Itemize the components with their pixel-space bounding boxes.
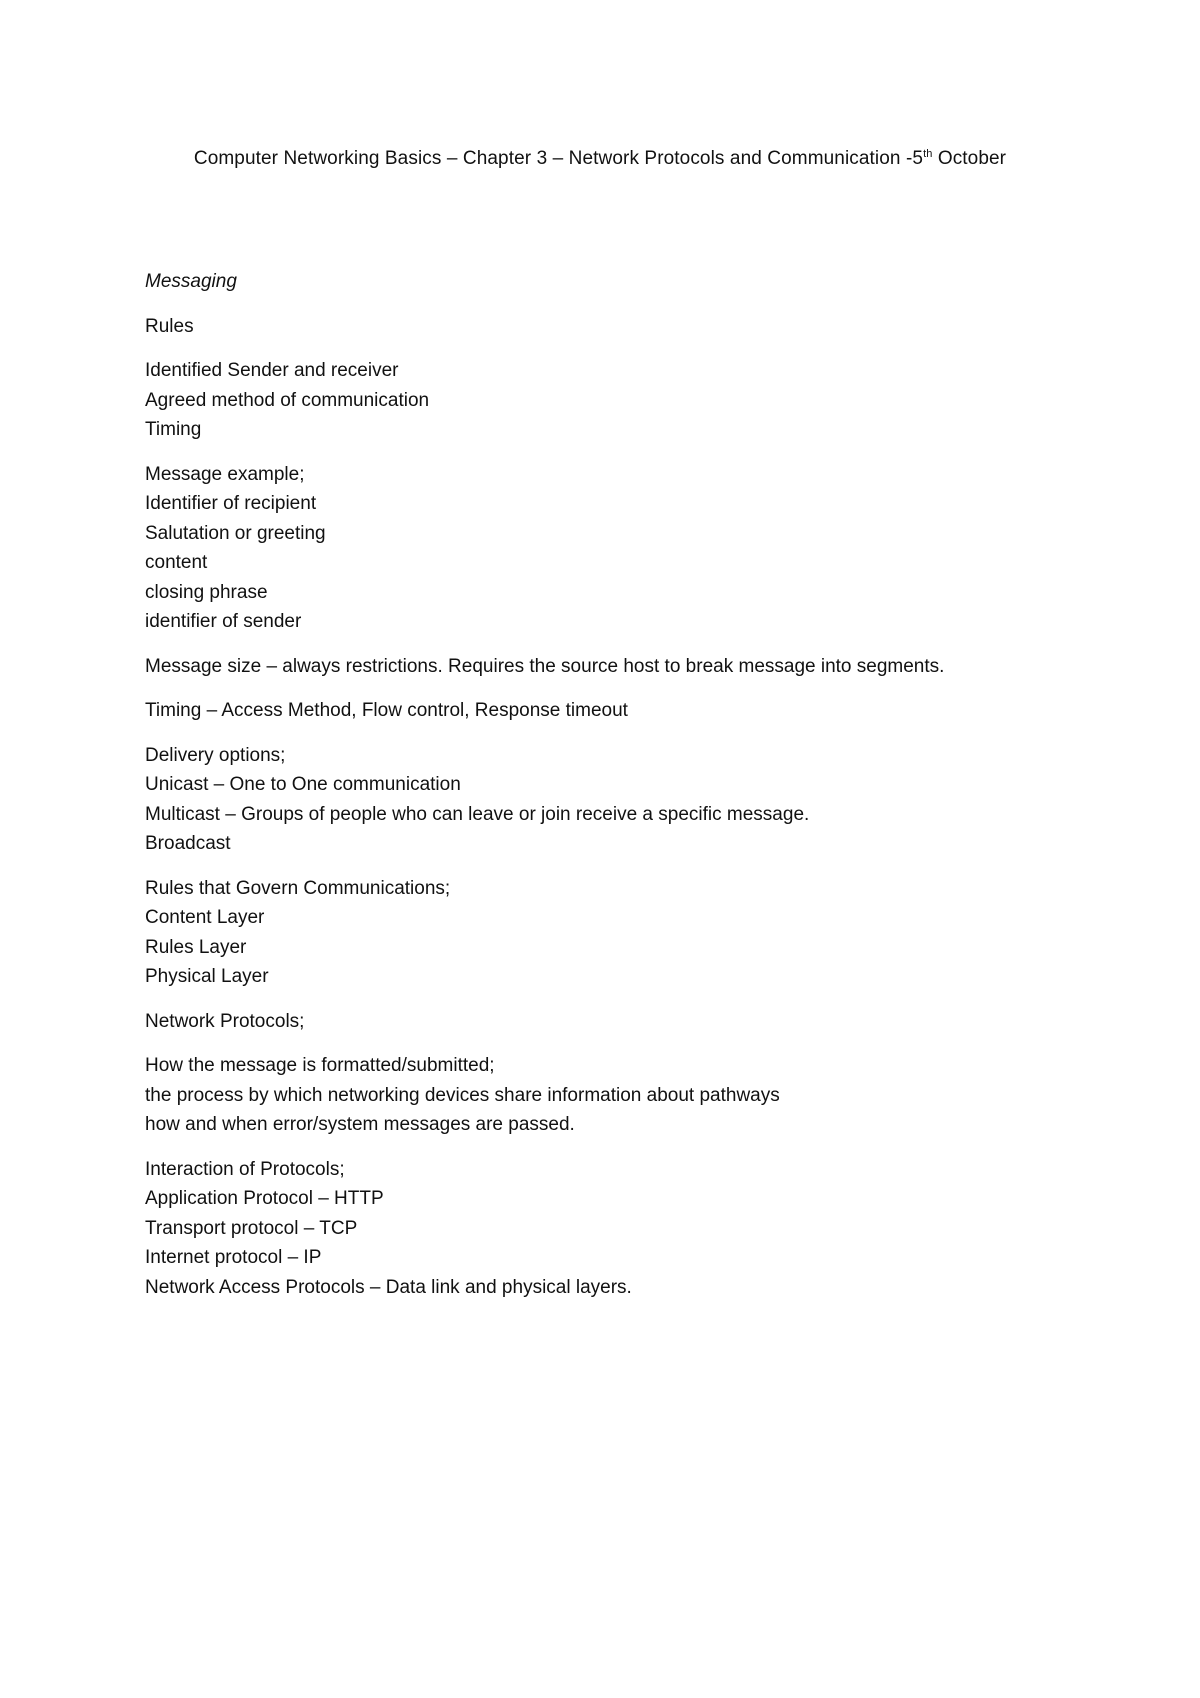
text-line: Application Protocol – HTTP bbox=[145, 1188, 384, 1209]
paragraph bbox=[145, 652, 1105, 682]
title-superscript: th bbox=[923, 148, 933, 160]
text-line: Rules that Govern Communications; bbox=[145, 877, 451, 899]
text-line: How the message is formatted/submitted; bbox=[145, 1055, 495, 1076]
paragraph bbox=[145, 312, 1105, 342]
text-line: closing phrase bbox=[145, 581, 268, 603]
text-line: Rules Layer bbox=[145, 936, 247, 958]
paragraph bbox=[145, 696, 1105, 726]
text-line: Message example; bbox=[145, 463, 305, 485]
text-line: Content Layer bbox=[145, 907, 265, 928]
text-line: Salutation or greeting bbox=[145, 522, 326, 544]
text-line: identifier of sender bbox=[145, 611, 302, 632]
text-line: Network Access Protocols – Data link and physical layers. bbox=[145, 1276, 632, 1298]
paragraph bbox=[145, 356, 1105, 445]
text-line: Unicast – One to One communication bbox=[145, 774, 461, 795]
paragraph bbox=[145, 1155, 1105, 1303]
paragraph bbox=[145, 874, 1105, 992]
text-line: Identifier of recipient bbox=[145, 493, 317, 514]
text-line: the process by which networking devices share information about pathways bbox=[145, 1084, 780, 1106]
text-line: Internet protocol – IP bbox=[145, 1247, 322, 1268]
text-line: Message size – always restrictions. Requires the source host to break message into segments. bbox=[145, 655, 945, 677]
page-title bbox=[0, 146, 1200, 172]
paragraph bbox=[145, 460, 1105, 637]
paragraph bbox=[145, 1007, 1105, 1037]
text-line: Delivery options; bbox=[145, 744, 286, 766]
text-line: how and when error/system messages are passed. bbox=[145, 1114, 575, 1135]
paragraph bbox=[145, 1051, 1105, 1140]
paragraph bbox=[145, 267, 1105, 297]
text-line: Timing bbox=[145, 419, 202, 440]
text-line: Agreed method of communication bbox=[145, 389, 430, 411]
section-heading: Messaging bbox=[145, 271, 237, 292]
text-line: Physical Layer bbox=[145, 966, 269, 987]
text-line: Interaction of Protocols; bbox=[145, 1158, 345, 1180]
text-line: Timing – Access Method, Flow control, Response timeout bbox=[145, 700, 628, 721]
text-line: Identified Sender and receiver bbox=[145, 360, 399, 381]
text-line: Multicast – Groups of people who can leave or join receive a specific message. bbox=[145, 803, 810, 825]
title-text: Computer Networking Basics – Chapter 3 – Network Protocols and Communication -5 bbox=[193, 148, 924, 169]
text-line: Rules bbox=[145, 315, 194, 337]
paragraph bbox=[145, 741, 1105, 859]
text-line: Network Protocols; bbox=[145, 1010, 305, 1032]
text-line: content bbox=[145, 552, 208, 573]
title-text-end: October bbox=[932, 148, 1007, 169]
text-line: Broadcast bbox=[145, 833, 231, 854]
text-line: Transport protocol – TCP bbox=[145, 1217, 358, 1239]
document-body bbox=[145, 267, 1105, 1317]
